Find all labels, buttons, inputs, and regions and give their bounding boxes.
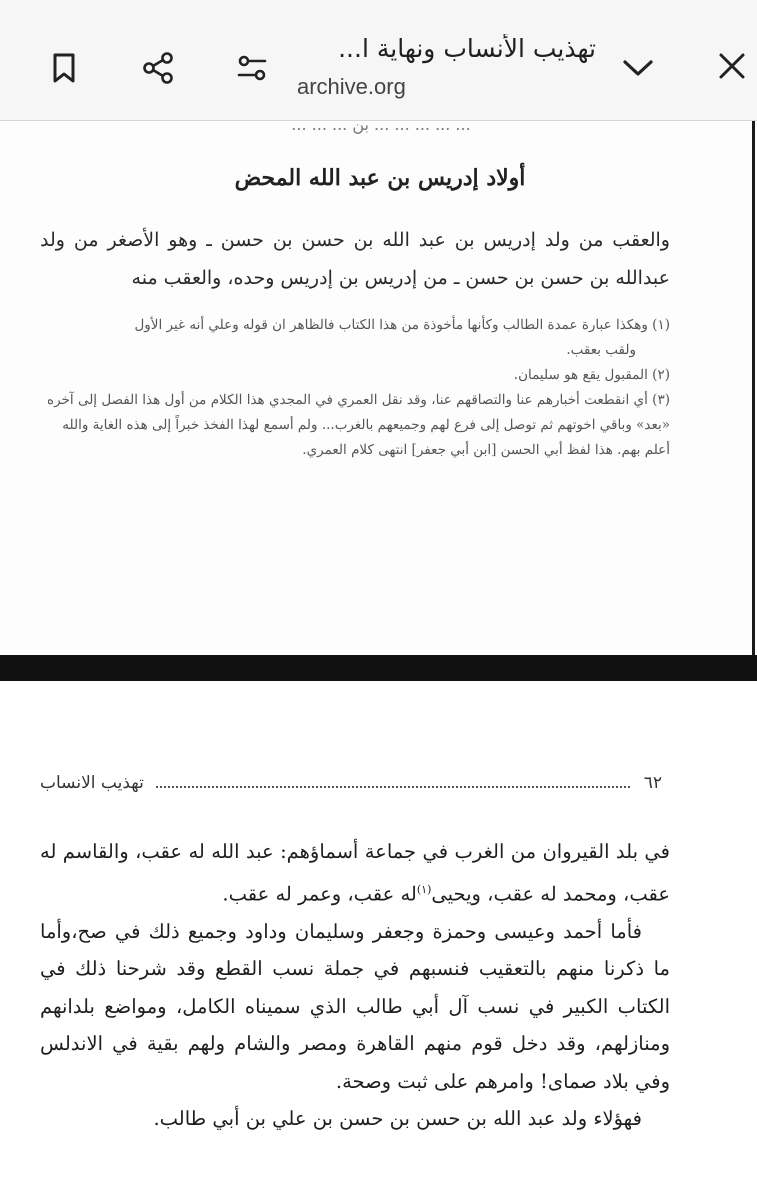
footnote-number: (٣) [652,392,670,408]
paragraph [40,833,670,913]
page-edge-line [752,121,755,655]
paragraph-text: في بلد القيروان من الغرب في جماعة أسماؤهم: عبد الله له عقب، والقاسم له عقب، ومحمد له عقب، ويحيى [40,840,670,905]
page-separator [0,655,757,681]
close-icon[interactable] [708,40,756,92]
scanned-page-upper [0,121,757,655]
section-heading: أولاد إدريس بن عبد الله المحض [234,165,526,191]
scanned-page-lower [0,681,757,1200]
tune-icon[interactable] [228,44,276,92]
footnote [40,363,670,388]
body-paragraph: والعقب من ولد إدريس بن عبد الله بن حسن بن حسن ـ وهو الأصغر من ولد عبدالله بن حسن بن حسن ـ من إدريس بن إدريس وحده، والعقب منه [40,229,670,289]
paragraph-text: له عقب، وعمر له عقب. [222,882,417,905]
page-url[interactable]: archive.org [297,74,406,99]
footnote-text: المقبول يقع هو سليمان. [513,367,648,383]
footnote [40,313,670,363]
share-icon[interactable] [134,42,182,94]
footnotes [40,313,670,463]
footnote-reference: (١) [416,882,432,896]
chevron-down-icon[interactable] [614,42,662,94]
paragraph: فأما أحمد وعيسى وحمزة وجعفر وسليمان وداود وجميع ذلك في صح،وأما ما ذكرنا منهم بالتعقيب فنسبهم في جملة نسب القطع وقد شرحنا ذلك في الكتاب الكبير في نسب آل أبي طالب الذي سميناه الكامل، ومواضع بلدانهم ومنازلهم، وقد دخل قوم منهم القاهرة ومصر والشام ولهم بقية في الاندلس وفي بلاد صمای! وامرهم على ثبت وصحة. [40,919,670,1093]
dotted-leader [156,774,630,788]
running-header [40,773,662,801]
running-title: تهذيب الانساب [40,773,144,793]
page-title: تهذيب الأنساب ونهاية ا... [338,34,596,63]
footnote [40,388,670,463]
footnote-number: (٢) [652,367,670,383]
bookmark-icon[interactable] [40,42,88,94]
footnote-text: وهكذا عبارة عمدة الطالب وكأنها مأخوذة من هذا الكتاب فالظاهر ان قوله وعلي أنه غير الأول [134,317,648,333]
footnote-continuation: ولقب بعقب. [566,342,636,358]
cut-off-text-line: ... ... ... ... ... بن ... ... ... [291,121,471,134]
footnote-continuation: إلى آخره «بعد» وباقي اخوتهم ثم توصل إلى فرع لهم وجميعهم بالغرب... ولم أسمع لهذا الفخذ خبراً إلى هذه الغاية والله أعلم بهم. هذا لفظ أبي الحسن [ابن أبي جعفر] انتهى كلام العمري. [47,392,670,458]
footnote-number: (١) [652,317,670,333]
page-number: ٦٢ [643,773,662,793]
body-text [40,833,670,1138]
browser-toolbar [0,0,757,121]
footnote-text: أي انقطعت أخبارهم عنا والتصاقهم عنا، وقد نقل العمري في المجدي هذا الكلام من أول هذا الفصل [101,392,648,408]
paragraph: فهؤلاء ولد عبد الله بن حسن بن حسن بن علي بن أبي طالب. [153,1107,642,1130]
